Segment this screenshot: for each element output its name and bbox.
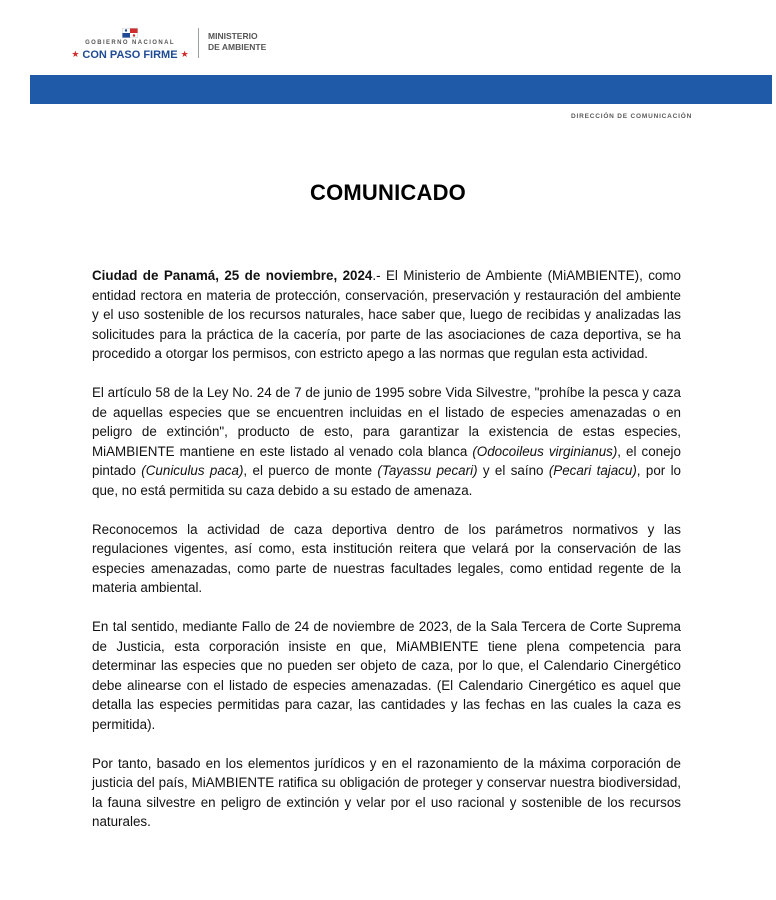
paragraph-2 [92,383,681,500]
paragraph-3: Reconocemos la actividad de caza deportiva dentro de los parámetros normativos y las regulaciones vigentes, así como, esta institución reitera que velará por la conservación de las especies amenazadas, como parte de nuestras facultades legales, como entidad regente de la materia ambiental. [92,521,681,595]
government-slogan [66,47,194,62]
header [0,0,776,75]
paragraph-2-text-5: , por lo que, no está permitida su caza debido a su estado de amenaza. [92,463,682,498]
species-name-3: (Tayassu pecari) [377,463,478,478]
document-body [92,266,681,851]
paragraph-5: Por tanto, basado en los elementos jurídicos y en el razonamiento de la máxima corporación de justicia del país, MiAMBIENTE ratifica su obligación de proteger y conservar nuestra biodiversidad, la fauna silvestre en peligro de extinción y velar por el uso racional y sostenible de los recursos naturales. [92,755,681,829]
paragraph-1 [92,266,681,364]
logo-divider [198,28,199,58]
department-label: DIRECCIÓN DE COMUNICACIÓN [571,113,693,120]
ministry-name [208,31,266,53]
paragraph-1-text: .- El Ministerio de Ambiente (MiAMBIENTE), como entidad rectora en materia de protección, conservación, preservación y restauración del ambiente y el uso sostenible de los recursos naturales, hace saber que, luego de recibidas y analizadas las solicitudes para la práctica de la cacería, por parte de las asociaciones de caza deportiva, se ha procedido a otorgar los permisos, con estricto apego a las normas que regulan esta actividad. [92,268,681,361]
star-icon: ★ [71,49,80,59]
star-icon: ★ [180,49,189,59]
page-title: COMUNICADO [310,180,466,205]
ministry-line-1: MINISTERIO [208,31,258,41]
paragraph-2-text-2: , el conejo pintado [92,443,681,478]
dateline: Ciudad de Panamá, 25 de noviembre, 2024 [92,268,373,283]
paragraph-4: En tal sentido, mediante Fallo de 24 de noviembre de 2023, de la Sala Tercera de Corte Suprema de Justicia, esta corporación insiste en que, MiAMBIENTE tiene plena competencia para determinar las especies que no pueden ser objeto de caza, por lo que, el Calendario Cinergético debe alinearse con el listado de especies amenazadas. (El Calendario Cinergético es aquel que detalla las especies permitidas para cazar, las cantidades y las fechas en las cuales la caza es permitida). [92,619,681,732]
government-label: GOBIERNO NACIONAL [85,40,175,46]
paragraph-2-text-4: y el saíno [477,463,549,478]
species-name-1: (Odocoileus virginianus) [472,443,618,459]
ministry-line-2: DE AMBIENTE [208,42,267,52]
slogan-text: CON PASO FIRME [82,49,178,61]
species-name-4: (Pecari tajacu) [548,463,637,478]
panama-flag-icon [122,28,138,38]
species-name-2: (Cuniculus paca) [141,463,244,478]
paragraph-2-text-1: El artículo 58 de la Ley No. 24 de 7 de junio de 1995 sobre Vida Silvestre, "prohíbe la pesca y caza de aquellas especies que se encuentren incluidas en el listado de especies amenazadas o en peligro de extinción", producto de esto, para garantizar la existencia de estas especies, MiAMBIENTE mantiene en este listado al venado cola blanca [92,385,681,459]
paragraph-2-text-3: , el puerco de monte [243,463,378,478]
header-band [30,75,772,104]
